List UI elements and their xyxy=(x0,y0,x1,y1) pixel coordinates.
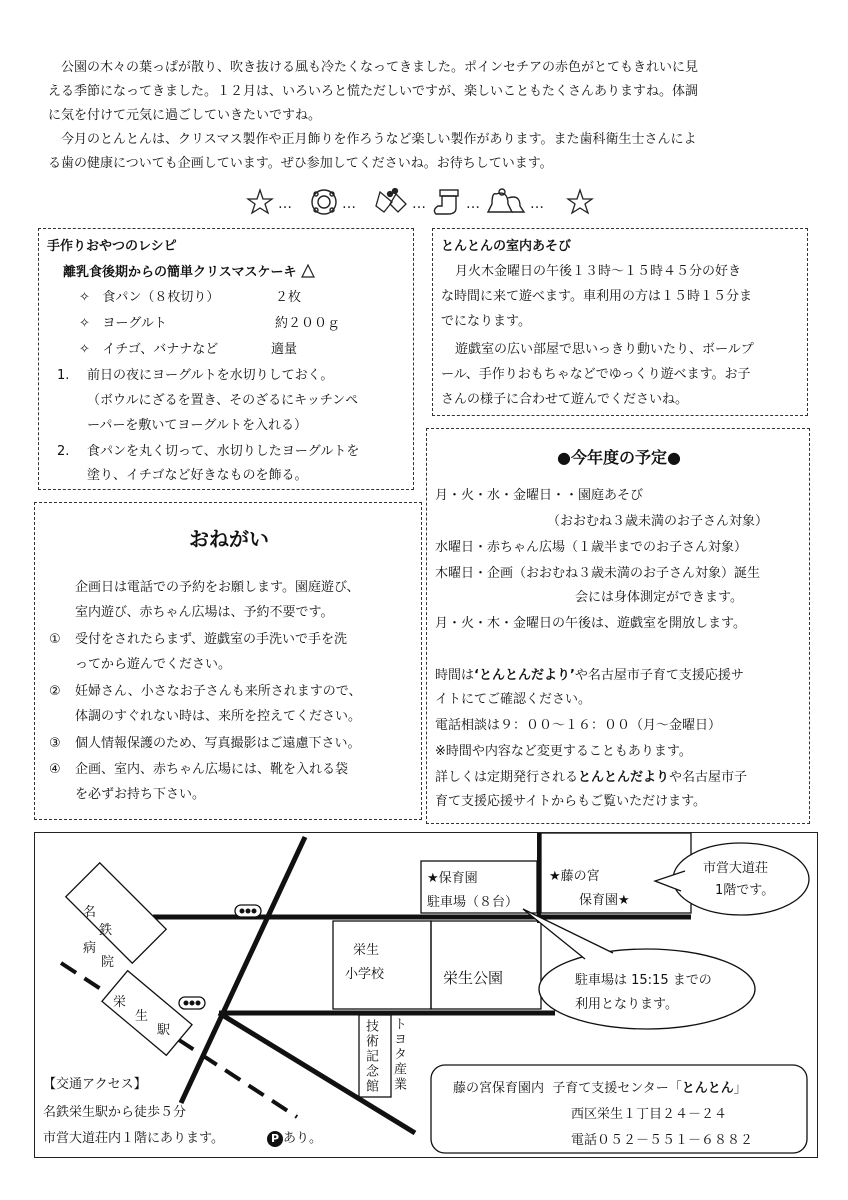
svg-text:…: … xyxy=(342,196,356,212)
recipe-box: 手作りおやつのレシピ 離乳食後期からの簡単クリスマスケーキ ✧ 食パン（８枚切り） ２枚 ✧ ヨーグルト 約２００ｇ ✧ イチゴ、バナナなど 適量 1. 前日の夜にヨーグルトを水切りしておく。 （ボウルにざるを置き、そのざるにキッチンペ ーパーを敷いてヨーグルトを入れる） 2. 食パンを丸く切って、水切りしたヨーグルトを 塗り、イチゴなど好きなものを飾る。 xyxy=(38,228,414,490)
traffic-signal-icon xyxy=(235,905,261,917)
request-title: おねがい xyxy=(189,527,269,551)
plan-box: ●今年度の予定● 月・火・水・金曜日・・園庭あそび （おおむね３歳未満のお子さん対象） 水曜日・赤ちゃん広場（１歳半までのお子さん対象） 木曜日・企画（おおむね３歳未満のお子さん対象）誕生 会には身体測定ができます。 月・火・木・金曜日の午後は、遊戯室を開放します。 時間は‘とんとんだより’や名古屋市子育て支援応援サ イトにてご確認ください。 電話相談は９：００～１６：００（月～金曜日） ※時間や内容など変更することもあります。 詳しくは定期発行されるとんとんだよりや名古屋市子 育て支援応援サイトからもご覧いただけます。 xyxy=(426,428,810,824)
recipe-heading: 手作りおやつのレシピ xyxy=(47,239,177,254)
intro-text: 公園の木々の葉っぱが散り、吹き抜ける風も冷たくなってきました。ポインセチアの赤色がとてもきれいに見 える季節になってきました。１２月は、いろいろと慌ただしいですが、楽しいこともたくさんありますね。体調 に気を付けて元気に過ごしていきたいですね。 今月のとんとんは、クリスマス製作や正月飾りを作ろうなど楽しい製作があります。また歯科衛生士さんによ る歯の健康についても企画しています。ぜひ参加してくださいね。お待ちしています。 xyxy=(48,56,808,176)
svg-text:…: … xyxy=(412,196,426,212)
tree-icon xyxy=(301,264,315,278)
traffic-signal-icon xyxy=(179,997,205,1009)
holly-icon xyxy=(376,189,406,213)
ingredient-3: ✧ イチゴ、バナナなど xyxy=(79,342,219,357)
stocking-icon xyxy=(434,190,458,214)
parking-note: P あり。 xyxy=(267,1127,322,1147)
request-box: おねがい 企画日は電話での予約をお願します。園庭遊び、 室内遊び、赤ちゃん広場は、予約不要です。 ① 受付をされたらまず、遊戯室の手洗いで手を洗 ってから遊んでください。 ② 妊婦さん、小さなお子さんも来所されますので、 体調のすぐれない時は、来所を控えてください。 ③ 個人情報保護のため、写真撮影はご遠慮下さい。 ④ 企画、室内、赤ちゃん広場には、靴を入れる袋 を必ずお持ち下さい。 xyxy=(34,502,422,820)
center-line-1: 藤の宮保育園内 子育て支援センター「とんとん」 xyxy=(453,1081,747,1096)
decoration-row xyxy=(240,184,620,220)
access-map: 名 鉄 病 院 栄 生 駅 栄生 小学校 栄生公園 ★保育園 駐車場（８台） ★藤の宮 保育園★ 市営大道荘 1階です。 駐車場は 15:15 までの 利用となります。 技術記念館 トヨタ産業 【交通アクセス】 名鉄栄生駅から徒歩５分 市営大道荘内１階にあります。 P あり。 藤の宮保育園内 子育て支援センター「とんとん」 西区栄生１丁目２４－２４ 電話０５２－５５１－６８８２ xyxy=(34,832,818,1158)
intro-p1: 公園の木々の葉っぱが散り、吹き抜ける風も冷たくなってきました。ポインセチアの赤色がとてもきれいに見 xyxy=(61,60,699,75)
indoor-play-box: とんとんの室内あそび 月火木金曜日の午後１３時～１５時４５分の好き な時間に来て遊べます。車利用の方は１５時１５分ま でになります。 遊戯室の広い部屋で思いっきり動いたり、ボールプ ール、手作りおもちゃなどでゆっくり遊べます。お子 さんの様子に合わせて遊んでくださいね。 xyxy=(432,228,808,416)
recipe-subheading: 離乳食後期からの簡単クリスマスケーキ xyxy=(63,261,315,280)
intro-p2: 今月のとんとんは、クリスマス製作や正月飾りを作ろうなど楽しい製作があります。また歯科衛生士さんによ xyxy=(61,132,697,147)
star-icon xyxy=(248,190,272,213)
svg-text:…: … xyxy=(466,196,480,212)
plan-info-5: 詳しくは定期発行されるとんとんだよりや名古屋市子 xyxy=(435,770,748,785)
parking-icon: P xyxy=(267,1131,283,1147)
ingredient-1: ✧ 食パン（８枚切り） xyxy=(79,290,220,305)
svg-text:…: … xyxy=(278,196,292,212)
wreath-icon xyxy=(312,190,336,214)
play-heading: とんとんの室内あそび xyxy=(441,239,572,254)
ingredient-2: ✧ ヨーグルト xyxy=(79,316,167,331)
plan-info-1: 時間は‘とんとんだより’や名古屋市子育て支援応援サ xyxy=(435,668,744,683)
plan-title: ●今年度の予定● xyxy=(557,448,681,467)
bell-icon xyxy=(488,189,524,212)
star-icon xyxy=(568,190,592,213)
svg-text:…: … xyxy=(530,196,544,212)
